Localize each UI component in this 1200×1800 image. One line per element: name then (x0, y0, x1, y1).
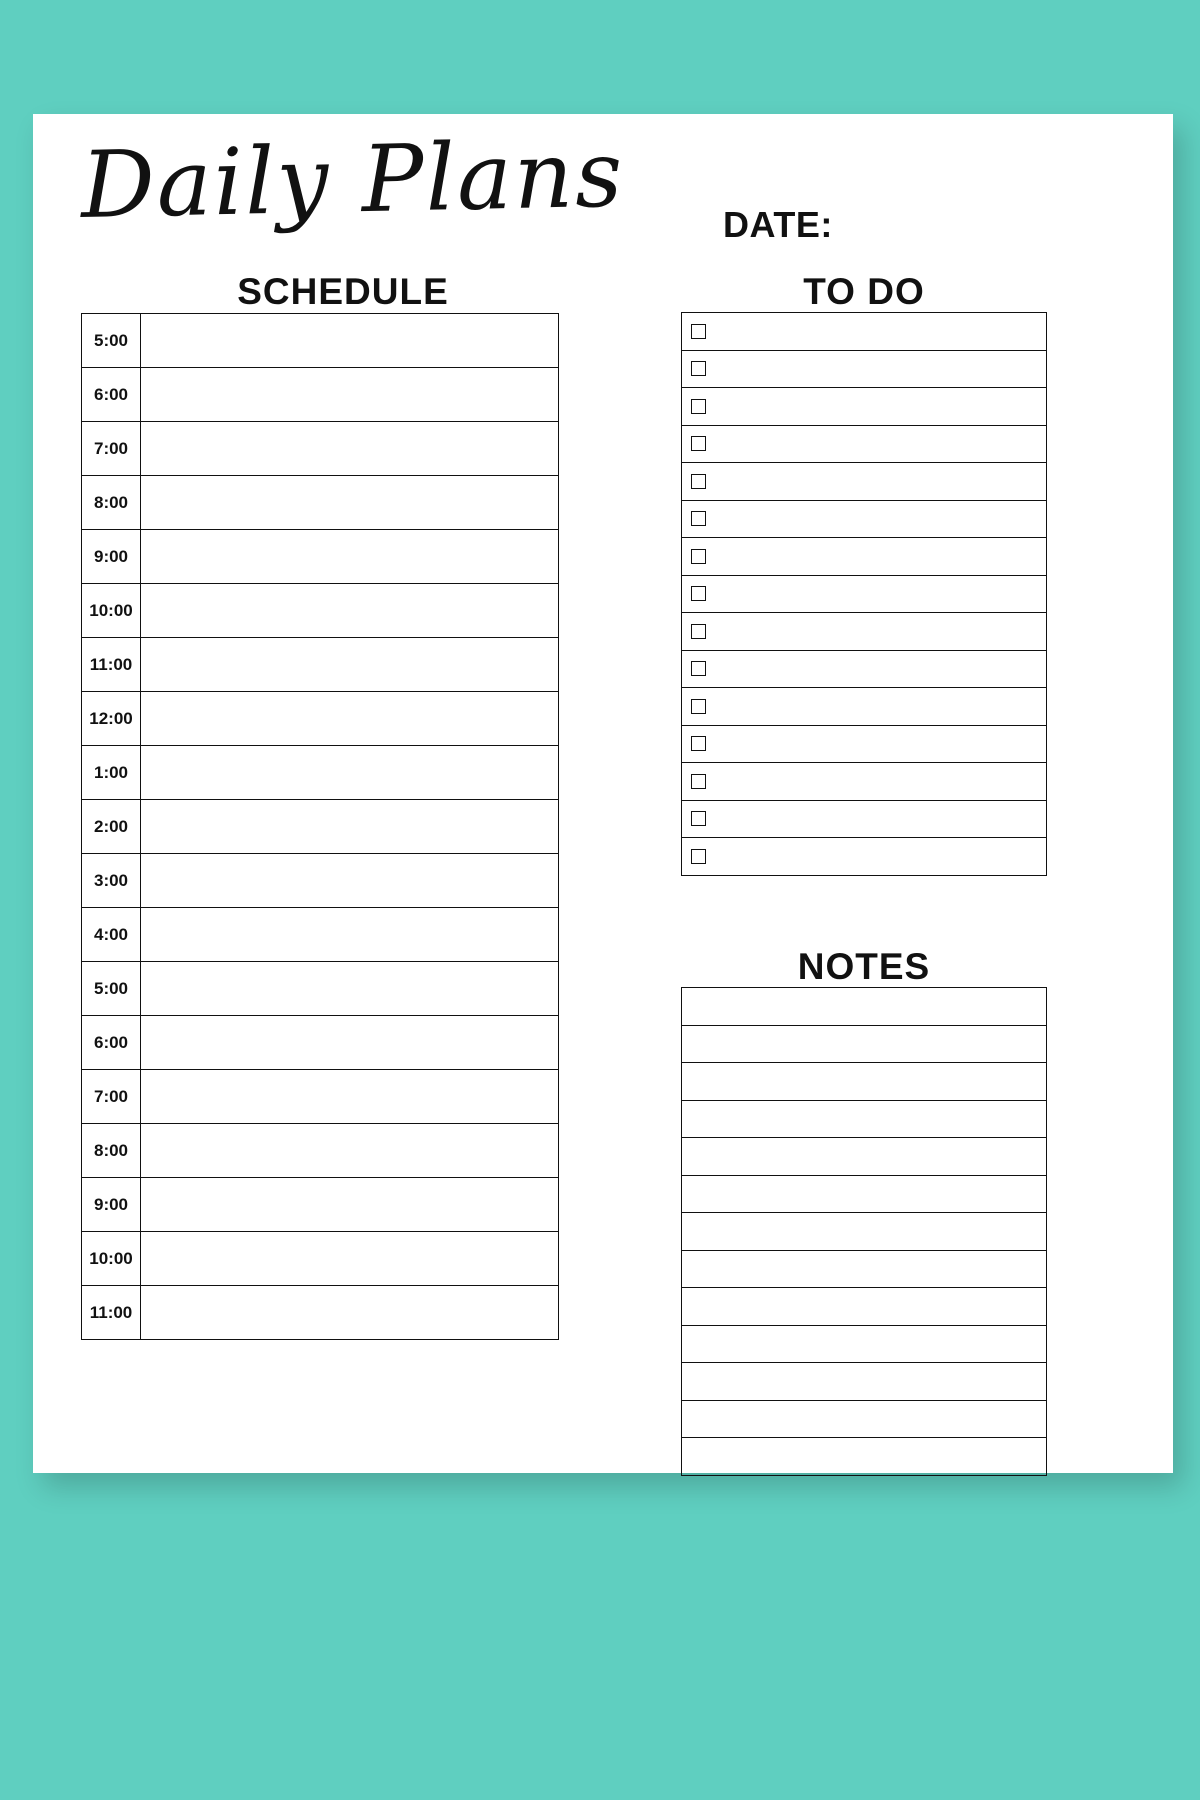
notes-row (682, 1325, 1047, 1363)
todo-item (682, 388, 1047, 426)
schedule-entry-field[interactable] (141, 1016, 559, 1070)
todo-item-field[interactable] (682, 350, 1047, 388)
notes-area (681, 987, 1047, 1476)
notes-line-field[interactable] (682, 1438, 1047, 1476)
todo-item-field[interactable] (682, 650, 1047, 688)
checkbox-icon[interactable] (691, 474, 706, 489)
schedule-time-label: 6:00 (82, 368, 141, 422)
notes-line-field[interactable] (682, 1175, 1047, 1213)
page-title: Daily Plans (79, 120, 626, 239)
schedule-row (82, 1178, 559, 1232)
todo-item (682, 350, 1047, 388)
checkbox-icon[interactable] (691, 586, 706, 601)
schedule-time-label: 1:00 (82, 746, 141, 800)
todo-item (682, 650, 1047, 688)
checkbox-icon[interactable] (691, 324, 706, 339)
schedule-entry-field[interactable] (141, 584, 559, 638)
todo-item-field[interactable] (682, 575, 1047, 613)
todo-item-field[interactable] (682, 688, 1047, 726)
schedule-entry-field[interactable] (141, 800, 559, 854)
todo-item-field[interactable] (682, 725, 1047, 763)
schedule-row (82, 314, 559, 368)
todo-item (682, 688, 1047, 726)
todo-item (682, 463, 1047, 501)
todo-item-field[interactable] (682, 763, 1047, 801)
checkbox-icon[interactable] (691, 436, 706, 451)
schedule-time-label: 12:00 (82, 692, 141, 746)
schedule-time-label: 5:00 (82, 314, 141, 368)
schedule-row (82, 530, 559, 584)
notes-row (682, 1363, 1047, 1401)
notes-line-field[interactable] (682, 1250, 1047, 1288)
todo-item (682, 538, 1047, 576)
notes-row (682, 988, 1047, 1026)
schedule-entry-field[interactable] (141, 1124, 559, 1178)
schedule-entry-field[interactable] (141, 476, 559, 530)
schedule-row (82, 908, 559, 962)
todo-item (682, 613, 1047, 651)
todo-item-field[interactable] (682, 463, 1047, 501)
notes-row (682, 1213, 1047, 1251)
notes-heading: NOTES (797, 946, 931, 987)
schedule-entry-field[interactable] (141, 692, 559, 746)
todo-item (682, 725, 1047, 763)
schedule-time-label: 4:00 (82, 908, 141, 962)
schedule-time-label: 5:00 (82, 962, 141, 1016)
checkbox-icon[interactable] (691, 774, 706, 789)
schedule-row (82, 746, 559, 800)
notes-line-field[interactable] (682, 1063, 1047, 1101)
todo-heading: TO DO (803, 271, 925, 312)
notes-line-field[interactable] (682, 1363, 1047, 1401)
schedule-time-label: 9:00 (82, 1178, 141, 1232)
schedule-time-label: 7:00 (82, 1070, 141, 1124)
notes-line-field[interactable] (682, 1213, 1047, 1251)
checkbox-icon[interactable] (691, 549, 706, 564)
notes-row (682, 1025, 1047, 1063)
schedule-entry-field[interactable] (141, 1178, 559, 1232)
notes-row (682, 1063, 1047, 1101)
todo-item-field[interactable] (682, 800, 1047, 838)
notes-line-field[interactable] (682, 1138, 1047, 1176)
notes-line-field[interactable] (682, 1100, 1047, 1138)
checkbox-icon[interactable] (691, 849, 706, 864)
schedule-time-label: 9:00 (82, 530, 141, 584)
schedule-row (82, 1124, 559, 1178)
notes-line-field[interactable] (682, 988, 1047, 1026)
schedule-row (82, 1232, 559, 1286)
schedule-row (82, 1286, 559, 1340)
notes-line-field[interactable] (682, 1325, 1047, 1363)
schedule-entry-field[interactable] (141, 746, 559, 800)
schedule-row (82, 1016, 559, 1070)
schedule-entry-field[interactable] (141, 1232, 559, 1286)
checkbox-icon[interactable] (691, 361, 706, 376)
notes-line-field[interactable] (682, 1025, 1047, 1063)
todo-item (682, 500, 1047, 538)
checkbox-icon[interactable] (691, 661, 706, 676)
todo-item (682, 425, 1047, 463)
todo-item-field[interactable] (682, 613, 1047, 651)
todo-item (682, 313, 1047, 351)
schedule-time-label: 2:00 (82, 800, 141, 854)
todo-item (682, 763, 1047, 801)
schedule-time-label: 11:00 (82, 1286, 141, 1340)
schedule-time-label: 8:00 (82, 476, 141, 530)
notes-row (682, 1175, 1047, 1213)
todo-item-field[interactable] (682, 313, 1047, 351)
schedule-row (82, 476, 559, 530)
schedule-time-label: 10:00 (82, 1232, 141, 1286)
checkbox-icon[interactable] (691, 736, 706, 751)
schedule-row (82, 638, 559, 692)
todo-item (682, 838, 1047, 876)
notes-row (682, 1400, 1047, 1438)
checkbox-icon[interactable] (691, 511, 706, 526)
schedule-row (82, 584, 559, 638)
schedule-time-label: 7:00 (82, 422, 141, 476)
schedule-row (82, 422, 559, 476)
schedule-row (82, 800, 559, 854)
todo-item-field[interactable] (682, 425, 1047, 463)
notes-line-field[interactable] (682, 1400, 1047, 1438)
date-label: DATE: (723, 204, 833, 245)
schedule-entry-field[interactable] (141, 638, 559, 692)
schedule-entry-field[interactable] (141, 530, 559, 584)
notes-row (682, 1100, 1047, 1138)
schedule-heading: SCHEDULE (237, 271, 449, 312)
schedule-entry-field[interactable] (141, 314, 559, 368)
schedule-time-label: 10:00 (82, 584, 141, 638)
schedule-table (81, 313, 559, 1340)
schedule-time-label: 11:00 (82, 638, 141, 692)
schedule-row (82, 962, 559, 1016)
notes-line-field[interactable] (682, 1288, 1047, 1326)
schedule-row (82, 368, 559, 422)
notes-row (682, 1138, 1047, 1176)
todo-item-field[interactable] (682, 500, 1047, 538)
schedule-row (82, 1070, 559, 1124)
schedule-entry-field[interactable] (141, 368, 559, 422)
schedule-time-label: 3:00 (82, 854, 141, 908)
notes-row (682, 1250, 1047, 1288)
schedule-time-label: 6:00 (82, 1016, 141, 1070)
checkbox-icon[interactable] (691, 624, 706, 639)
todo-item-field[interactable] (682, 388, 1047, 426)
todo-item-field[interactable] (682, 538, 1047, 576)
checkbox-icon[interactable] (691, 399, 706, 414)
schedule-row (82, 692, 559, 746)
schedule-entry-field[interactable] (141, 854, 559, 908)
schedule-row (82, 854, 559, 908)
schedule-entry-field[interactable] (141, 1070, 559, 1124)
schedule-time-label: 8:00 (82, 1124, 141, 1178)
planner-sheet (33, 114, 1173, 1473)
schedule-entry-field[interactable] (141, 962, 559, 1016)
notes-row (682, 1288, 1047, 1326)
todo-list (681, 312, 1047, 876)
schedule-entry-field[interactable] (141, 1286, 559, 1340)
notes-row (682, 1438, 1047, 1476)
schedule-entry-field[interactable] (141, 422, 559, 476)
todo-item (682, 800, 1047, 838)
todo-item (682, 575, 1047, 613)
checkbox-icon[interactable] (691, 811, 706, 826)
schedule-entry-field[interactable] (141, 908, 559, 962)
todo-item-field[interactable] (682, 838, 1047, 876)
checkbox-icon[interactable] (691, 699, 706, 714)
